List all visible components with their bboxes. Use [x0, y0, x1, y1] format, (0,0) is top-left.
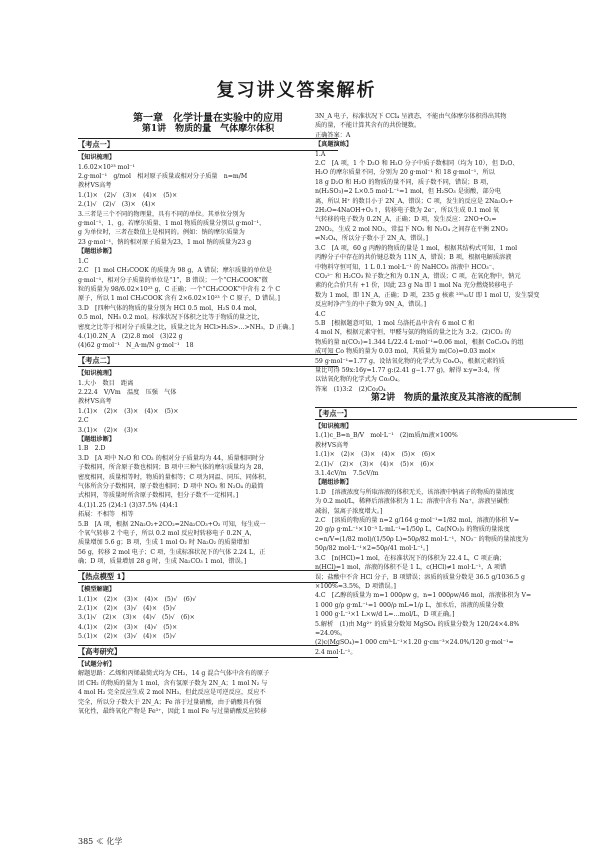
lecture-heading: 第1讲 物质的量 气体摩尔体积 — [141, 124, 275, 135]
right-content — [315, 112, 577, 657]
answer-line: 教材VS高考 — [78, 398, 112, 406]
answer-line: 4.C — [315, 310, 326, 318]
section-header: 【热点模型 1】 — [78, 570, 338, 583]
answer-line: 4 mol H₂ 完全反应生成 2 mol NH₃，但此反应是可逆反应，反应不 — [78, 689, 266, 697]
answer-line: 2.(1)√ (2)√ (3)× (4)× — [78, 201, 156, 209]
answer-line: 解题思路：乙烯和丙烯最简式均为 CH₂，14 g 混合气体中含有的原子 — [78, 670, 270, 678]
answer-line: 2.C — [78, 417, 89, 425]
section-header: 【考点一】 — [78, 138, 338, 151]
answer-line: 原子，所以 1 mol CH₃COOK 含有 2×6.02×10²³ 个 C 原子，D 错误。] — [78, 295, 280, 303]
answer-line: 氧化性，最终氧化产物是 Fe³⁺，因此 1 mol Fe 与过量硝酸反应转移 — [78, 707, 267, 715]
answer-line: 4.(1)1.25 (2)4:1 (3)37.5% (4)4:1 — [78, 501, 179, 509]
answer-line: 5.解析 (1)由 Mg²⁺ 的质量分数知 MgSO₄ 的质量分数为 120/24×4.8% — [315, 620, 520, 628]
left-content — [78, 138, 338, 717]
answer-line: 3.D [A 项中 N₂O 和 CO₂ 的相对分子质量均为 44，质量相同时分 — [78, 454, 265, 462]
answer-line: n(H₂SO₃)=2 L×0.5 mol·L⁻¹=1 mol，但 H₂SO₃ 是弱酸，部分电 — [315, 188, 502, 196]
answer-line: 2.C [1 mol CH₃COOK 的质量为 98 g，A 错误；摩尔质量的单位是 — [78, 267, 272, 275]
answer-line: 数为 1 mol，即 1N_A，正确；D 项，235 g 核素 ²³⁵₉₂U 即 1 mol U，发生裂变 — [315, 291, 540, 299]
answer-line: 中物料守恒可知，1 L 0.1 mol·L⁻¹ 的 NaHCO₃ 溶液中 HCO₃⁻、 — [315, 263, 499, 271]
answer-line: 素的化合价只有 +1 价，因此 23 g Na 即 1 mol Na 充分燃烧转移电子 — [315, 282, 514, 290]
answer-line: 59 g·mol⁻¹=1.77 g，设钴氧化物的化学式为 CoₓOᵧ，根据元素的质 — [315, 357, 505, 365]
answer-line: 18 g D₂O 和 H₂O 的物质的量不同，质子数不同，错误；B 项， — [315, 178, 493, 186]
answer-line: 完全，所以分子数大于 2N_A；Fe 溶于过量硝酸，由于硝酸具有强 — [78, 698, 262, 706]
answer-line: 答案 (1)3:2 (2)Co₃O₄ — [315, 385, 386, 393]
left-column — [78, 112, 338, 716]
answer-line: 成可知 Co 物质的量为 0.03 mol，其质量为 m(Co)=0.03 mol× — [315, 348, 496, 356]
answer-line: 物质的量 n(CO₂)=1.344 L/22.4 L·mol⁻¹=0.06 mol，根据 CoC₂O₄ 的组 — [315, 338, 524, 346]
answer-line: 气转移的电子数为 0.2N_A，正确；D 项，发生反应：2NO+O₂= — [315, 216, 497, 224]
answer-line: 教材VS高考 — [315, 441, 349, 449]
answer-line: 1.C — [78, 257, 89, 265]
section-header: 【考点二】 — [78, 354, 338, 367]
answer-line: H₂O 的摩尔质量不同，分别为 20 g·mol⁻¹ 和 18 g·mol⁻¹，所以 — [315, 169, 495, 177]
answer-line: g·mol⁻¹，相对分子质量的单位是“1”，B 错误；一个“CH₃COOK”微 — [78, 276, 268, 284]
answer-line: 确；D 项，质量增加 28 g 时，生成 Na₂CO₃ 1 mol，错误。] — [78, 558, 247, 566]
answer-line: 减弱，氢离子浓度增大。] — [315, 507, 383, 515]
answer-line: 质的量，不能计算其含有的共价键数。 — [315, 122, 421, 130]
answer-line: c=n/V=(1/82 mol)/(1/50ρ L)=50ρ/82 mol·L⁻¹，NO₃⁻ 的物质的量浓度为 — [315, 535, 529, 543]
lecture-heading: 第2讲 物质的量浓度及其溶液的配制 — [370, 393, 522, 404]
subsection-tag: 【知识梳理】 — [315, 423, 353, 430]
answer-line: 3.C [A 项，60 g 丙醇的物质的量是 1 mol，根据其结构式可知，1 mol — [315, 244, 518, 252]
subsection-tag: 【模型解题】 — [78, 586, 116, 594]
answer-line: 0.5 mol，NH₃ 0.2 mol。标准状况下体积之比等于物质的量之比， — [78, 314, 264, 322]
answer-line: 气体所含分子数相同，原子数也相同；D 项中 NO₂ 和 N₂O₄ 的最简 — [78, 483, 264, 491]
answer-line: 2NO₂，生成 2 mol NO₂，常温下 NO₂ 和 N₂O₄ 之间存在平衡 2NO₂ — [315, 225, 509, 233]
answer-line: 4.C [乙醇的质量为 m=1 000ρw g，n=1 000ρw/46 mol，溶液体积为 V= — [315, 592, 532, 600]
answer-line: 1 000 g/ρ g·mL⁻¹=1 000/ρ mL=1/ρ L，加水后，溶液的质量分数 — [315, 601, 504, 609]
subsection-tag: 【知识梳理】 — [78, 370, 116, 378]
answer-line: 2.g·mol⁻¹ g/mol 相对原子质量或相对分子质量 n=m/M — [78, 173, 248, 181]
answer-line: 1.(1)× (2)× (3)× (4)× (5)× (6)× — [315, 451, 436, 459]
subsection-tag: 【真题演练】 — [315, 141, 353, 149]
answer-line: 1 000 g·L⁻¹×1 L×w/d L=…mol/L，D 项正确。] — [315, 611, 455, 619]
answer-line: 2H₂O=4NaOH+O₂↑，转移电子数为 2e⁻，所以生成 0.1 mol 氧 — [315, 207, 500, 215]
answer-line: n(HCl)=1 mol，溶液的体积不是 1 L，c(HCl)≠1 mol·L⁻¹，A 项错 — [315, 564, 507, 572]
subsection-tag: 【试题分析】 — [78, 660, 116, 668]
answer-line: 个氧气转移 2 个电子，所以 0.2 mol 反应时转移电子 0.2N_A， — [78, 530, 256, 538]
answer-line: 3.D [四种气体的物质的量分别为 HCl 0.5 mol，H₂S 0.4 mol， — [78, 304, 261, 312]
right-column — [315, 112, 577, 657]
answer-line: 反应时净产生的中子数为 9N_A，错误。] — [315, 301, 427, 309]
answer-line: 1.(1)× (2)× (3)× (4)× (5)× — [78, 407, 179, 415]
answer-line: 3.(1)× (2)× (3)× — [78, 426, 139, 434]
answer-line: ⇌N₂O₄，所以分子数小于 2N_A，错误。] — [315, 235, 429, 243]
answer-line: 50ρ/82 mol·L⁻¹×2=50ρ/41 mol·L⁻¹。] — [315, 545, 429, 553]
answer-line: 5.B [根据题意可知，1 mol 乌洛托品中含有 6 mol C 和 — [315, 319, 475, 327]
answer-line: 4.(1)0.2N_A (2)2.8 mol (3)22 g — [78, 332, 183, 340]
answer-line: 拓展：不相等 相等 — [78, 511, 134, 519]
answer-line: 3.三者是三个不同的物理量，具有不同的单位。其单位分别为 — [78, 210, 245, 218]
answer-line: 子数相同，所含原子数也相同；B 项中三种气体的摩尔质量均为 28， — [78, 464, 268, 472]
answer-line: 团 CH₂ 的物质的量为 1 mol，含有氢原子数为 2N_A；1 mol N₂ 与 — [78, 679, 268, 687]
answer-line: 4 mol N，根据元素守恒，甲醛与氨的物质的量之比为 3:2。(2)CO₂ 的 — [315, 329, 511, 337]
answer-line: 3.(1)√ (2)× (3)× (4)√ (5)√ (6)× — [78, 614, 195, 622]
answer-line: 1.A — [315, 150, 326, 158]
section-header: 【考点一】 — [315, 407, 577, 420]
answer-line: 粒的质量为 98/6.02×10²³ g，C 正确；一个“CH₃COOK”中含有 2 个 C — [78, 285, 281, 293]
answer-line: 1.(1)× (2)√ (3)× (4)× (5)× — [78, 191, 178, 199]
answer-line: 23 g·mol⁻¹，钠的相对原子质量为23，1 mol 钠的质量为23 g — [78, 238, 252, 246]
answer-line: 式相同，等质量时所含原子数相同，但分子数不一定相同。] — [78, 492, 239, 500]
answer-line: (2)c(MgSO₄)=1 000 cm³·L⁻¹×1.20 g·cm⁻³×24.0%/120 g·mol⁻¹≈ — [315, 639, 514, 647]
answer-line: CO₃²⁻ 和 H₂CO₃ 粒子数之和为 0.1N_A，错误；C 项，在氧化物中，钠元 — [315, 272, 521, 280]
section-header: 【高考研究】 — [78, 645, 338, 658]
answer-line: =24.0%。 — [315, 629, 347, 637]
answer-line: 5.B [A 项，根据 2Na₂O₂+2CO₂=2Na₂CO₃+O₂ 可知，每生成一 — [78, 520, 266, 528]
answer-line: 密度相同，质量相等时，物质的量相等；C 项为同温、同压、同体积， — [78, 473, 271, 481]
subsection-tag: 【题组诊断】 — [78, 248, 116, 256]
answer-line: 2.(1)√ (2)× (3)× (4)× (5)× (6)× — [315, 460, 435, 468]
page-footer: 385 ≪ 化学 — [78, 837, 123, 846]
answer-line: ×100%≈3.5%，D 项错误。] — [315, 582, 396, 590]
page-title: 复习讲义答案解析 — [216, 80, 377, 101]
answer-line: 教材VS高考 — [78, 182, 112, 190]
answer-line: 1.大小 数目 距离 — [78, 379, 134, 387]
answer-line: 20 g/ρ g·mL⁻¹×10⁻³ L·mL⁻¹=1/50ρ L，Ca(NO₃)₂ 的物质的量浓度 — [315, 526, 510, 534]
subsection-tag: 【题组诊断】 — [78, 436, 116, 443]
answer-line: 质量增加 5.6 g；B 项，生成 1 mol O₂ 时 Na₂O₂ 的质量增加 — [78, 539, 250, 547]
answer-line: 2.22.4 V/Vm 温度 压强 气体 — [78, 388, 177, 396]
answer-line: 以钴氧化物的化学式为 Co₃O₄。 — [315, 376, 404, 384]
answer-line: (4)62 g·mol⁻¹ N_A·m/N g·mol⁻¹ 18 — [78, 342, 194, 350]
answer-line: 3N_A 电子，标准状况下 CCl₄ 呈液态，不能由气体摩尔体积得出其物 — [315, 113, 507, 120]
answer-line: 1.(1)× (2)× (3)× (4)× (5)√ (6)√ — [78, 595, 197, 603]
answer-line: 2.(1)× (2)× (3)√ (4)× (5)√ — [78, 604, 176, 612]
answer-line: 密度之比等于相对分子质量之比，质量之比为 HCl>H₂S>…>NH₃，D 正确。] — [78, 323, 294, 331]
answer-line: 1.6.02×10²³ mol⁻¹ — [78, 163, 135, 171]
answer-line: 正确答案：A — [315, 131, 351, 139]
answer-line: g·mol⁻¹、1、g。若摩尔质量、1 mol 物质的质量分别以 g·mol⁻¹、 — [78, 220, 266, 228]
answer-line: 丙醇分子中存在的共价键总数为 11N_A，错误；B 项，根据电解质溶液 — [315, 254, 512, 262]
answer-line: 2.C [溶质的物质的量 n=2 g/164 g·mol⁻¹=1/82 mol，溶液的体积 V= — [315, 517, 520, 525]
answer-line: 56 g，转移 2 mol 电子；C 项，生成标准状况下的气体 2.24 L，正 — [78, 548, 266, 556]
subsection-tag: 【知识梳理】 — [78, 154, 116, 162]
answer-line: 离，所以 H⁺ 的数目小于 2N_A，错误；C 项，发生的反应是 2Na₂O₂+ — [315, 197, 514, 205]
answer-line: 1.(1)c_B=n_B/V mol·L⁻¹ (2)m质/m液×100% — [315, 432, 458, 440]
answer-line: 5.(1)× (2)× (3)√ (4)× (5)√ — [78, 633, 176, 641]
answer-line: 4.(1)× (2)× (3)× (4)√ (5)× — [78, 623, 178, 631]
subsection-tag: 【题组诊断】 — [315, 479, 353, 487]
answer-line: 量比可得 59x:16y=1.77 g:(2.41 g−1.77 g)，解得 x:y=3:4，所 — [315, 366, 501, 374]
chapter-heading: 第一章 化学计量在实验中的应用 — [133, 113, 283, 124]
answer-line: 3.C [n(HCl)=1 mol，在标准状况下的体积为 22.4 L，C 项正确； — [315, 554, 506, 562]
answer-line: 为 0.2 mol/L，稀释后溶液体积为 1 L；溶液中含有 Na⁺，溶液呈碱性 — [315, 498, 509, 506]
answer-line: 2.C [A 项，1 个 D₂O 和 H₂O 分子中质子数相同（均为 10），但 D₂O、 — [315, 160, 519, 168]
answer-line: 2.4 mol·L⁻¹。 — [315, 648, 357, 656]
answer-line: 1.B 2.D — [78, 445, 106, 453]
answer-line: 3.1.4cV/m 7.5cV/m — [315, 470, 379, 478]
answer-line: 1.D [溶液浓度与所取溶液的体积无关，该溶液中钠离子的物质的量浓度 — [315, 488, 514, 496]
answer-line: g 为单位时，三者在数值上是相同的。例如：钠的摩尔质量为 — [78, 229, 245, 237]
answer-line: 误；盐酸中不含 HCl 分子，B 项错误；溶质的质量分数是 36.5 g/1036.5 g — [315, 573, 526, 581]
